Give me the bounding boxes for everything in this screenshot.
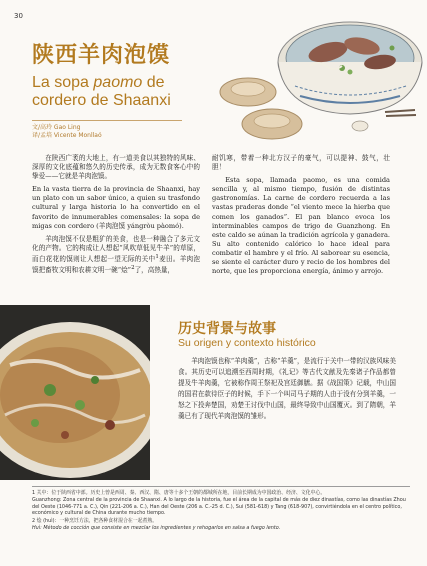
paragraph-zh-2-end: 了，高热量， [134,266,175,275]
body-column-left [32,154,200,280]
paragraph-zh-2-text: 羊肉泡馍不仅是粗犷的美食，也是一种融合了多元文化的产物。它的构成让人想起“风吹草低见牛羊”的草原，而白花花的馍则让人想起一望无际的关中 [32,234,200,264]
footnote-1-zh: 1 关中：位于陕西省中部。历史上曾是西周、秦、西汉、隋、唐等十多个王朝的都城所在地，目前长期成为中国政治、经济、文化中心。 [32,490,326,496]
translator-line: 译/孟培 Vicente Monllaó [32,132,102,139]
page-title-chinese: 陕西羊肉泡馍 [32,42,171,68]
footnote-2-es: Huì: Método de cocción que consiste en mezclar los ingredientes y rehogarlos en salsa a fuego lento. [32,525,281,532]
title-es-part2: de cordero de Shaanxi [32,74,171,109]
page-number: 30 [14,12,23,20]
author-line: 文/高玲 Gao Ling [32,124,81,131]
footnote-2-zh: 2 烩 (huì)：一种烹饪方法，把各种食材混合在一起煮熟。 [32,517,158,524]
footnote-1-es: Guanzhong: Zona central de la provincia de Shaanxi. A lo largo de la historia, fue el área de la capital de más de diez dinastías, como las dinastías Zhou del Oeste (1046-771 a. C.), Qin (221-206 a. C.), Han del Oeste (206 a. C.-25 d. C.), Sui (581-618) y Tang (618-907), convirtiéndola en el centro político, económico y cultural de China durante mucho tiempo. [32,497,406,517]
title-es-part1: La sopa [32,74,94,91]
footnote-marker-2: 2 [131,265,135,272]
paragraph-zh-2-continued: 耐饥寒，带着一种北方汉子的豪气，可以提神、鼓气，壮胆！ [212,154,390,172]
paragraph-zh-2 [32,235,200,276]
paragraph-es-2: Esta sopa, llamada paomo, es una comida sencilla y, al mismo tiempo, fusión de distintas gastronomías. La carne de cordero recuerda a las vastas praderas donde “el viento mece la hierba que comen los ganados”. El pan blanco evoca los interminables campos de trigo de Guanzhong. En este caldo se aúnan la tradición agrícola y ganadera. Su alto contenido calórico lo hace ideal para combatir el hambre y el frío. Al saborear su esencia, se siente el carácter duro y recio de los hombres del norte, que les proporciona energía, ánimo y arrojo. [212,176,390,276]
paragraph-zh-2-tail: 麦田。羊肉泡馍把畜牧文明和农耕文明一碗“烩” [32,255,200,275]
footnote-marker-1: 1 [155,253,159,260]
page-title-spanish [32,74,202,110]
title-es-italic: paomo [93,74,143,91]
section-title-spanish: Su origen y contexto histórico [178,337,316,349]
paragraph-zh-1: 在陕西广袤的大地上，有一道美食以其独特的风味、深厚的文化底蕴和悠久的历史传承，成为无数食客心中的挚爱——它就是羊肉泡馍。 [32,154,200,181]
paragraph-es-1: En la vasta tierra de la provincia de Shaanxi, hay un plato con un sabor único, a quien su trasfondo cultural y larga historia lo ha convertido en el favorito de innumerables comensales: la sopa de migas con cordero (羊肉泡馍 yángròu pàomó). [32,185,200,230]
body-column-right [212,154,390,280]
footnotes [32,486,410,532]
soup-photo [0,305,150,480]
soup-bowl-illustration [210,0,427,150]
section-body: 羊肉泡馍也称“羊肉羹”，古称“羊羹”，是流行于关中一带的汉族风味美食。其历史可以追溯至西周时期，《礼记》等古代文献及先秦诸子作品都曾提及牛羊肉羹，它被称作周王祭祀及宫廷御膳。据《战国策》记载，中山国的国君在款待臣子的时候，手下一个叫司马子期的人由于没有分到羊羹，一怒之下投奔楚国，劝楚王讨伐中山国，最终导致中山国覆灭。到了隋朝，羊羹已有了现代羊肉泡馍的雏形。 [178,357,396,420]
byline [32,120,182,140]
section-title-chinese: 历史背景与故事 [178,321,276,337]
